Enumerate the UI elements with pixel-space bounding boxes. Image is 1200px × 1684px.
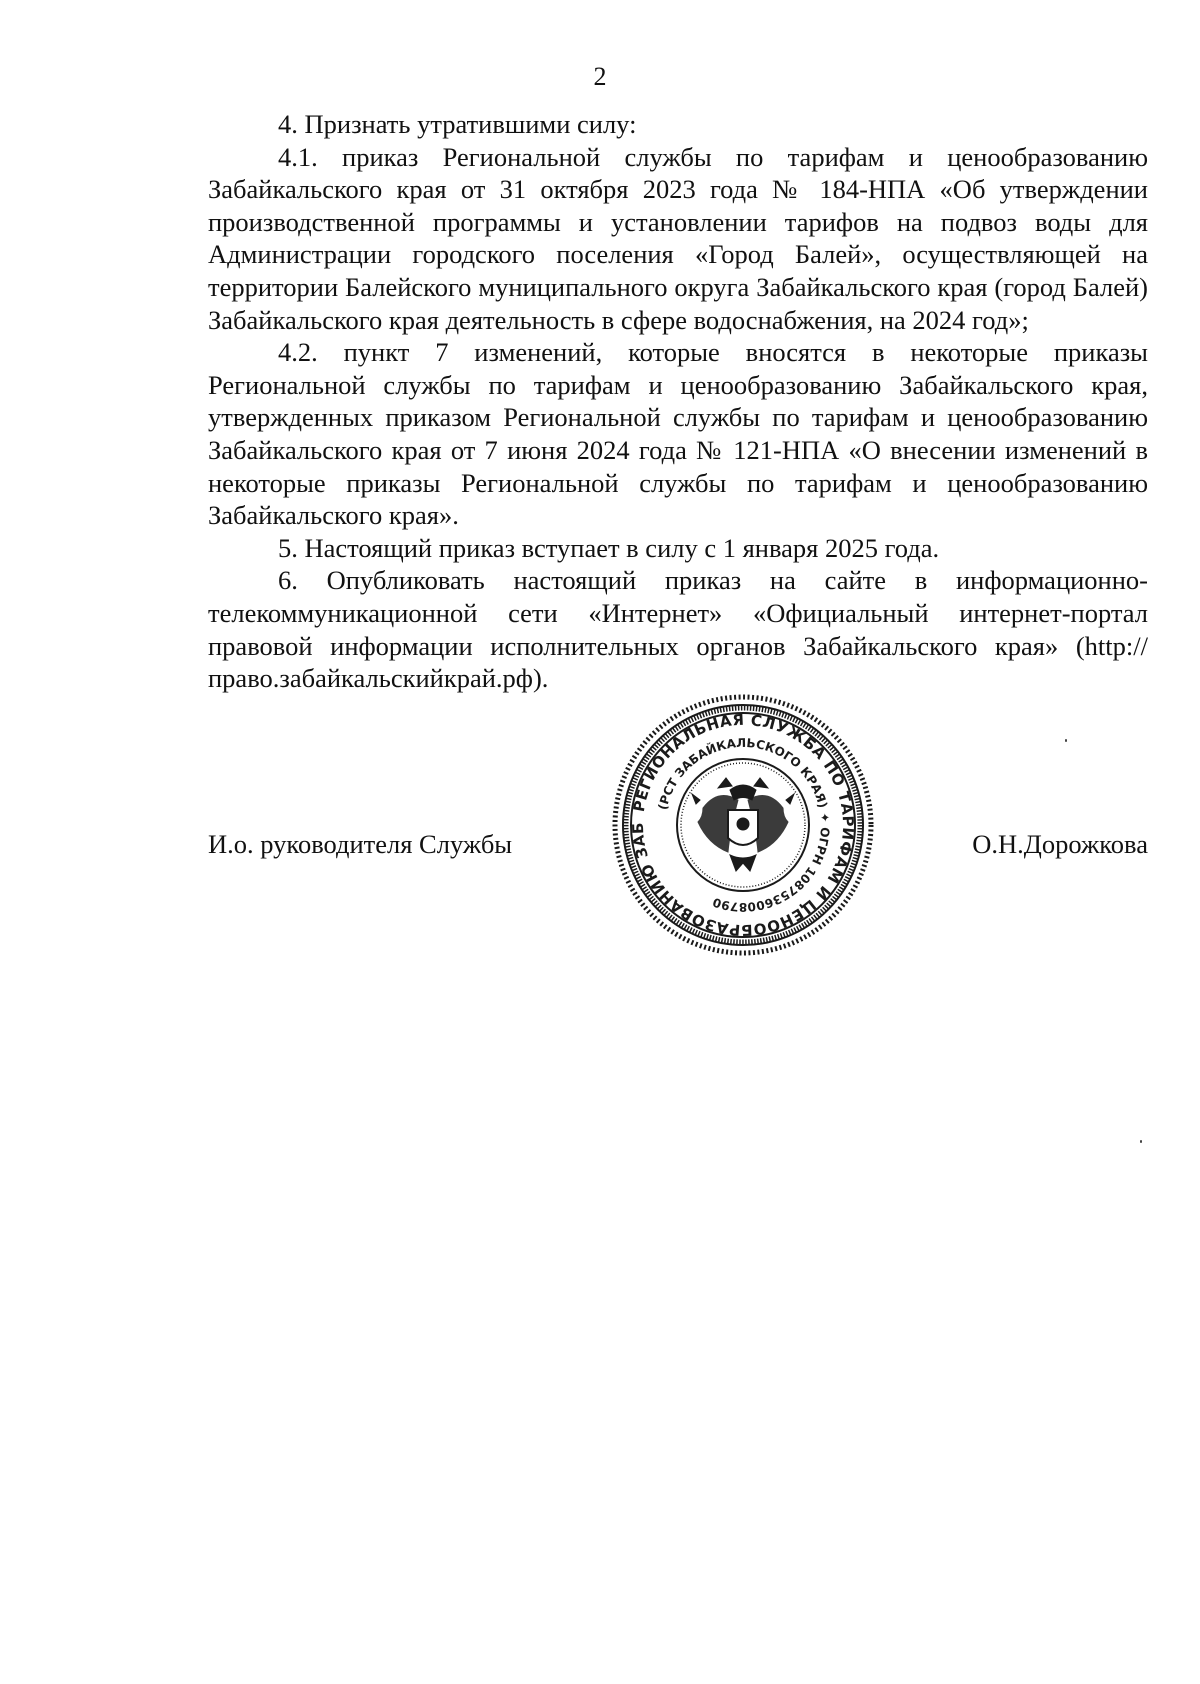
document-body [208,108,1148,695]
scan-artifact [1065,739,1067,742]
paragraph-5: 5. Настоящий приказ вступает в силу с 1 января 2025 года. [278,532,940,563]
paragraph-4: 4. Признать утратившими силу: [278,109,637,139]
signatory-name: О.Н.Дорожкова [972,829,1148,859]
paragraph-6: 6. Опубликовать настоящий приказ на сайте в информационно-телекоммуникационной сети «Интернет» «Официальный интернет-портал правовой информации исполнительных органов Забайкальского края» (http://право.забайкальскийкрай.рф). [208,565,1148,694]
seal-inner-text: (РСТ ЗАБАЙКАЛЬСКОГО КРАЯ) ✦ ОГРН 1087536008790 [655,735,833,915]
double-headed-eagle-icon [692,778,794,871]
seal-outer-text: РЕГИОНАЛЬНАЯ СЛУЖБА ПО ТАРИФАМ И ЦЕНООБРАЗОВАНИЮ ЗАБ [628,710,858,940]
page-number: 2 [593,62,607,91]
paragraph-4-1: 4.1. приказ Региональной службы по тарифам и ценообразованию Забайкальского края от 31 октября 2023 года № 184-НПА «Об утверждении производственной программы и установлении тарифов на подвоз воды для Администрации городского поселения «Город Балей», осуществляющей на территории Балейского муниципального округа Забайкальского края (город Балей) Забайкальского края деятельность в сфере водоснабжения, на 2024 год»; [208,141,1148,335]
scan-artifact [1140,1140,1142,1143]
signatory-title: И.о. руководителя Службы [208,829,513,859]
paragraph-4-2: 4.2. пункт 7 изменений, которые вносятся в некоторые приказы Региональной службы по тарифам и ценообразованию Забайкальского края, утвержденных приказом Региональной службы по тарифам и ценообразованию Забайкальского края от 7 июня 2024 года № 121-НПА «О внесении изменений в некоторые приказы Региональной службы по тарифам и ценообразованию Забайкальского края». [208,337,1148,531]
official-seal [608,690,878,960]
seal-graphic [608,690,878,960]
